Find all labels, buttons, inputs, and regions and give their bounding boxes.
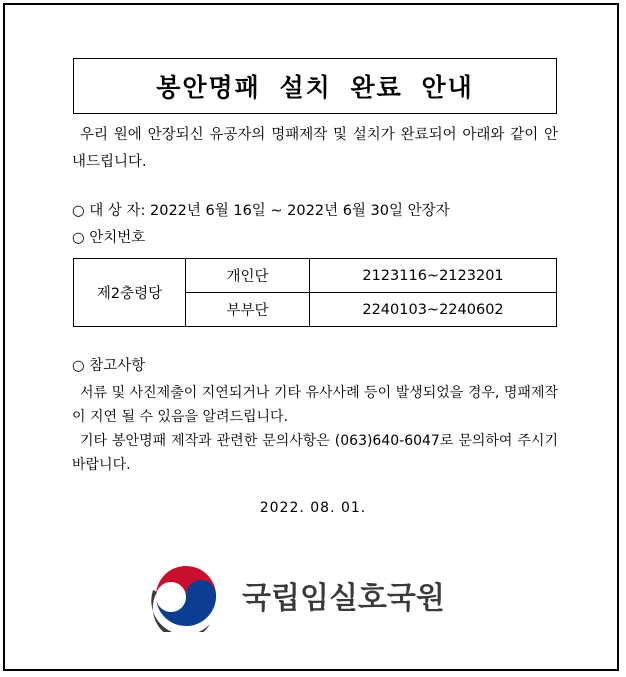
notice-title: 봉안명패 설치 완료 안내: [156, 73, 474, 102]
enshrinement-number-table: [73, 258, 557, 327]
range-cell: 2240103~2240602: [310, 293, 557, 327]
organization-name: 국립임실호국원: [242, 581, 445, 616]
notice-date: 2022. 08. 01.: [259, 500, 367, 516]
section-numbers-heading: ○ 안치번호: [72, 230, 146, 246]
target-line: ○ 대 상 자: 2022년 6월 16일 ~ 2022년 6월 30일 안장자: [72, 203, 450, 219]
type-cell: 부부단: [186, 293, 310, 327]
table-row: [74, 259, 557, 293]
note-paragraph-1: 서류 및 사진제출이 지연되거나 기타 유사사례 등이 발생되었을 경우, 명패제작이 지연 될 수 있음을 알려드립니다.: [72, 385, 558, 425]
note-paragraph-2: 기타 봉안명패 제작과 관련한 문의사항은 (063)640-6047로 문의하여 주시기 바랍니다.: [72, 433, 558, 473]
type-cell: 개인단: [186, 259, 310, 293]
title-box: [73, 58, 557, 114]
hall-cell: 제2충령당: [74, 259, 186, 327]
section-notes-heading: ○ 참고사항: [72, 358, 146, 374]
intro-paragraph: 우리 원에 안장되신 유공자의 명패제작 및 설치가 완료되어 아래와 같이 안내드립니다.: [72, 127, 558, 170]
range-cell: 2123116~2123201: [310, 259, 557, 293]
